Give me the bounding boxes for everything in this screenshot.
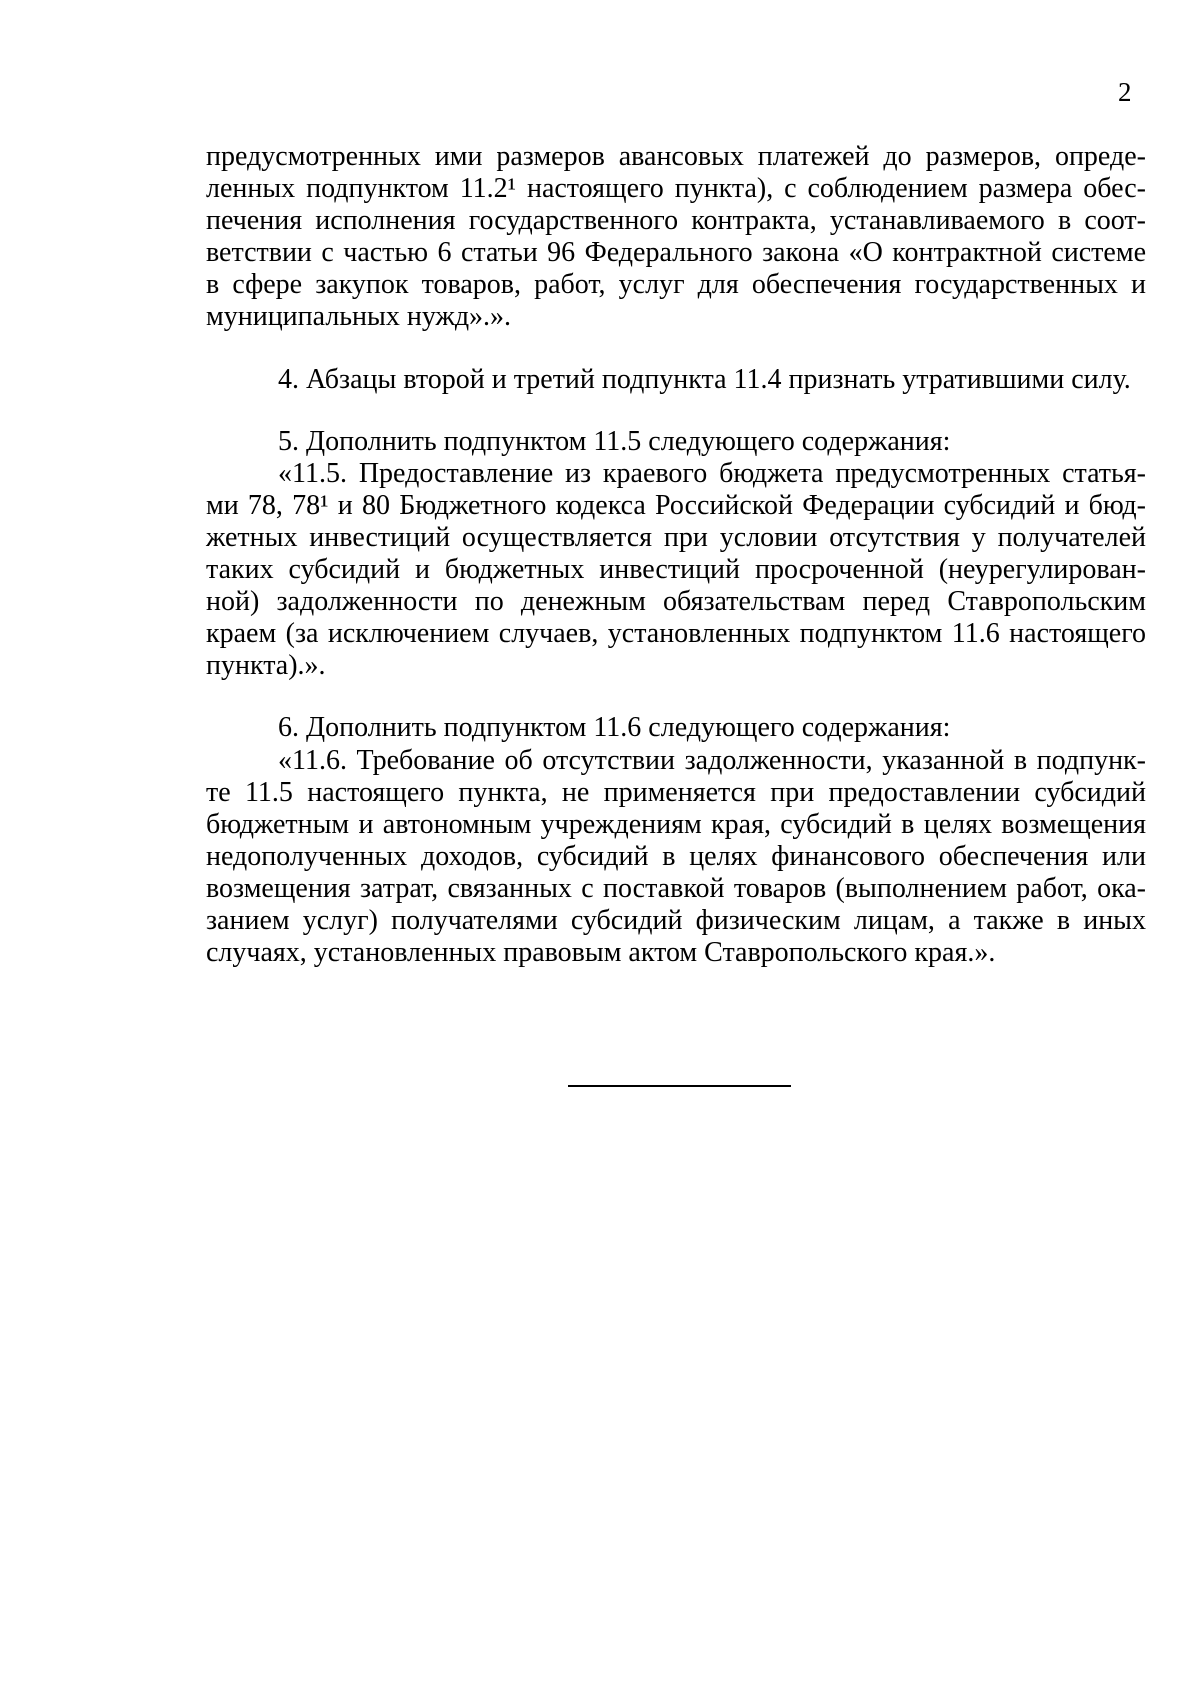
item-6-quote-line-5: возмещения затрат, связанных с поставкой товаров (выполнением работ, ока- [206, 872, 1146, 904]
item-6-quote-line-3: бюджетным и автономным учреждениям края, субсидий в целях возмещения [206, 808, 1146, 840]
item-6-quote-line-1: «11.6. Требование об отсутствии задолженности, указанной в подпунк- [278, 744, 1146, 776]
page-number: 2 [1118, 77, 1132, 107]
item-5-quote-line-1: «11.5. Предоставление из краевого бюджета предусмотренных статья- [278, 457, 1146, 489]
paragraph-1-line-5: в сфере закупок товаров, работ, услуг для обеспечения государственных и [206, 269, 1146, 301]
paragraph-1-line-4: ветствии с частью 6 статьи 96 Федерального закона «О контрактной системе [206, 237, 1146, 269]
document-body [206, 141, 1146, 969]
end-separator-line [568, 1085, 791, 1087]
item-4-text: 4. Абзацы второй и третий подпункта 11.4 признать утратившими силу. [278, 363, 1131, 395]
paragraph-1-line-6: муниципальных нужд».». [206, 301, 512, 333]
item-5-quote-line-2: ми 78, 78¹ и 80 Бюджетного кодекса Российской Федерации субсидий и бюд- [206, 489, 1146, 521]
item-6-quote-line-2: те 11.5 настоящего пункта, не применяется при предоставлении субсидий [206, 776, 1146, 808]
paragraph-1-line-2: ленных подпунктом 11.2¹ настоящего пункта), с соблюдением размера обес- [206, 173, 1146, 205]
item-5-quote-line-7: пункта).». [206, 650, 326, 682]
item-5-quote-line-5: ной) задолженности по денежным обязательствам перед Ставропольским [206, 586, 1146, 618]
paragraph-1-line-3: печения исполнения государственного контракта, устанавливаемого в соот- [206, 205, 1146, 237]
paragraph-1-line-1: предусмотренных ими размеров авансовых платежей до размеров, опреде- [206, 141, 1146, 172]
item-6-quote-line-6: занием услуг) получателями субсидий физическим лицам, а также в иных [206, 904, 1146, 936]
item-5-quote-line-3: жетных инвестиций осуществляется при условии отсутствия у получателей [206, 521, 1146, 553]
item-5-quote-line-6: краем (за исключением случаев, установленных подпунктом 11.6 настоящего [206, 618, 1146, 650]
item-5-quote-line-4: таких субсидий и бюджетных инвестиций просроченной (неурегулирован- [206, 554, 1146, 586]
item-5-heading: 5. Дополнить подпунктом 11.5 следующего содержания: [278, 425, 951, 457]
item-6-quote-line-7: случаях, установленных правовым актом Ставропольского края.». [206, 937, 996, 969]
item-6-quote-line-4: недополученных доходов, субсидий в целях финансового обеспечения или [206, 840, 1146, 872]
item-6-heading: 6. Дополнить подпунктом 11.6 следующего содержания: [278, 712, 951, 744]
